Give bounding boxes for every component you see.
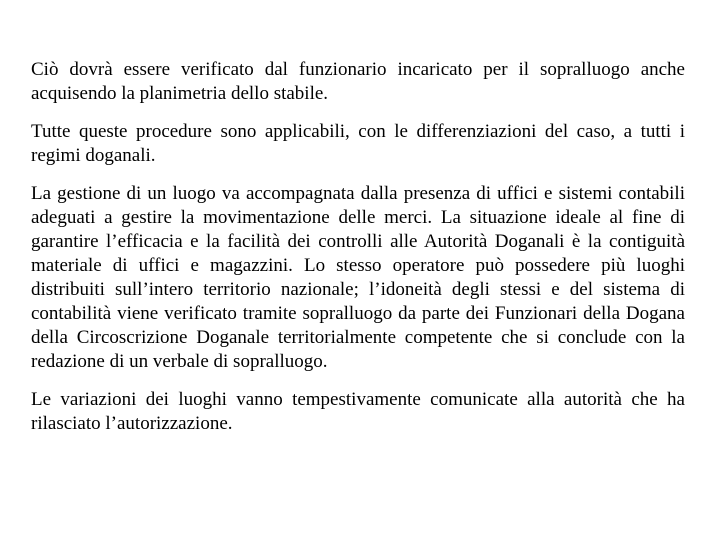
paragraph-verification: Ciò dovrà essere verificato dal funzionario incaricato per il sopralluogo anche acquisendo la planimetria dello stabile.: [31, 59, 685, 104]
paragraph-variations: Le variazioni dei luoghi vanno tempestivamente comunicate alla autorità che ha rilasciato l’autorizzazione.: [31, 389, 685, 434]
document-body: [31, 58, 685, 436]
paragraph-procedures: Tutte queste procedure sono applicabili, con le differenziazioni del caso, a tutti i regimi doganali.: [31, 121, 685, 166]
paragraph-management: La gestione di un luogo va accompagnata dalla presenza di uffici e sistemi contabili adeguati a gestire la movimentazione delle merci. La situazione ideale al fine di garantire l’efficacia e la facilità dei controlli alle Autorità Doganali è la contiguità materiale di uffici e magazzini. Lo stesso operatore può possedere più luoghi distribuiti sull’intero territorio nazionale; l’idoneità degli stessi e del sistema di contabilità viene verificato tramite sopralluogo da parte dei Funzionari della Dogana della Circoscrizione Doganale territorialmente competente che si conclude con la redazione di un verbale di sopralluogo.: [31, 183, 685, 372]
